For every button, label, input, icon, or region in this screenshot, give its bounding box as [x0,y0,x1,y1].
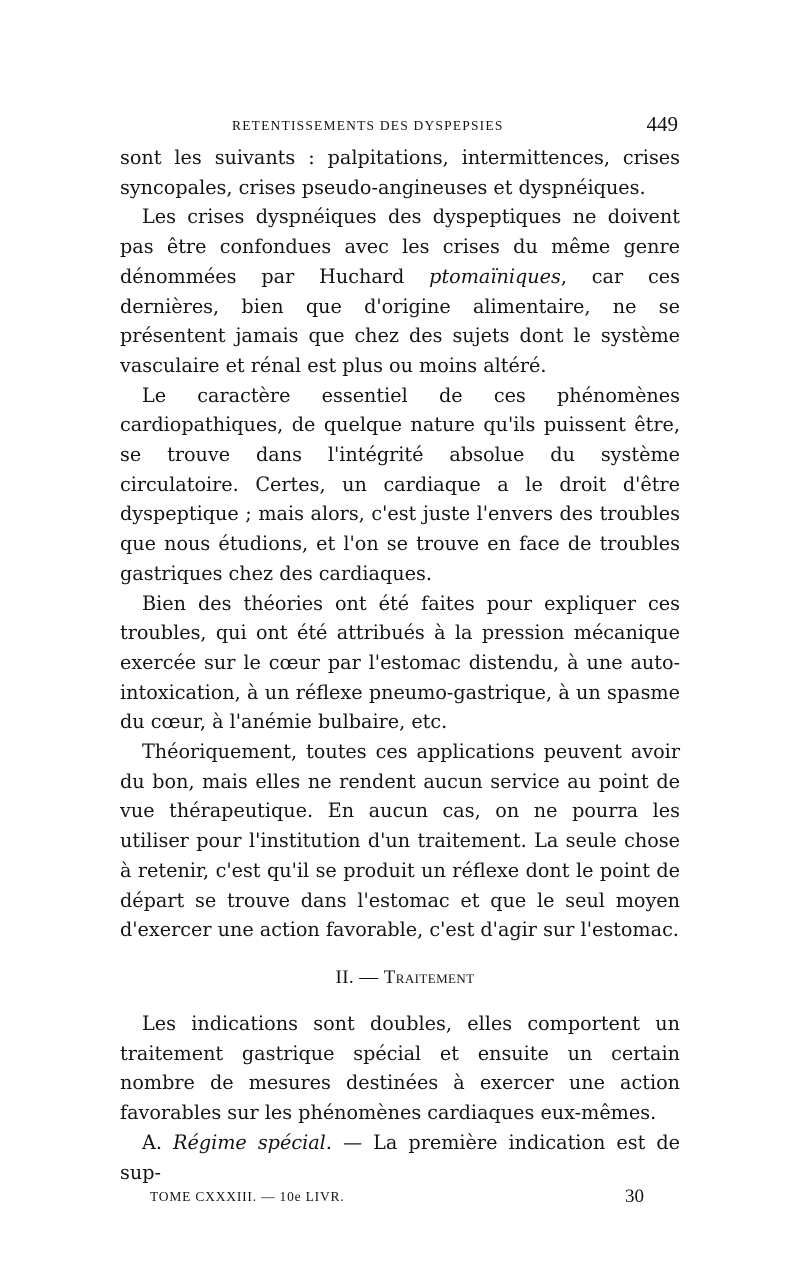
body-text [120,143,680,945]
section-dash: — [359,966,379,988]
paragraph-2 [120,202,680,380]
paragraph-7-emphasis: Régime spécial. [173,1130,332,1154]
section-heading [130,967,680,989]
paragraph-7 [120,1128,680,1187]
book-page [120,110,680,1215]
paragraph-2-text-b: , car ces dernières, bien que d'origine alimentaire, ne se présentent jamais que chez des sujets dont le système vasculaire et rénal est plus ou moins altéré. [120,264,680,377]
running-title: RETENTISSEMENTS DES DYSPEPSIES [232,118,504,133]
section-numeral: II. [335,966,355,988]
section-title: Traitement [383,966,475,988]
paragraph-2-emphasis: ptomaïniques [429,264,561,288]
paragraph-6: Les indications sont doubles, elles comportent un traitement gastrique spécial et ensuite un certain nombre de mesures destinées à exercer une action favorables sur les phénomènes cardiaques eux-mêmes. [120,1011,680,1125]
printer-signature: TOME CXXXIII. — 10e LIVR. [150,1189,345,1205]
sheet-number: 30 [625,1186,644,1208]
paragraph-5: Théoriquement, toutes ces applications peuvent avoir du bon, mais elles ne rendent aucun service au point de vue thérapeutique. En aucun cas, on ne pourra les utiliser pour l'institution d'un traitement. La seule chose à retenir, c'est qu'il se produit un réflexe dont le point de départ se trouve dans l'estomac et que le seul moyen d'exercer une action favorable, c'est d'agir sur l'estomac. [120,740,680,942]
running-head [120,110,680,140]
paragraph-2-text-a: Les crises dyspnéiques des dyspeptiques ne doivent pas être confondues avec les crises du même genre dénommées par Huchard [120,205,680,288]
paragraph-7-label: A. [142,1130,174,1154]
page-number: 449 [646,112,678,136]
page-footer [120,1186,680,1215]
body-text-continued [120,1009,680,1187]
paragraph-1: sont les suivants : palpitations, intermittences, crises syncopales, crises pseudo-angineuses et dyspnéiques. [120,146,680,199]
paragraph-7-text: — La première indication est de sup- [120,1130,680,1184]
paragraph-4: Bien des théories ont été faites pour expliquer ces troubles, qui ont été attribués à la pression mécanique exercée sur le cœur par l'estomac distendu, à une auto-intoxication, à un réflexe pneumo-gastrique, à un spasme du cœur, à l'anémie bulbaire, etc. [120,591,680,734]
paragraph-3: Le caractère essentiel de ces phénomènes cardiopathiques, de quelque nature qu'ils puissent être, se trouve dans l'intégrité absolue du système circulatoire. Certes, un cardiaque a le droit d'être dyspeptique ; mais alors, c'est juste l'envers des troubles que nous étudions, et l'on se trouve en face de troubles gastriques chez des cardiaques. [120,383,680,585]
